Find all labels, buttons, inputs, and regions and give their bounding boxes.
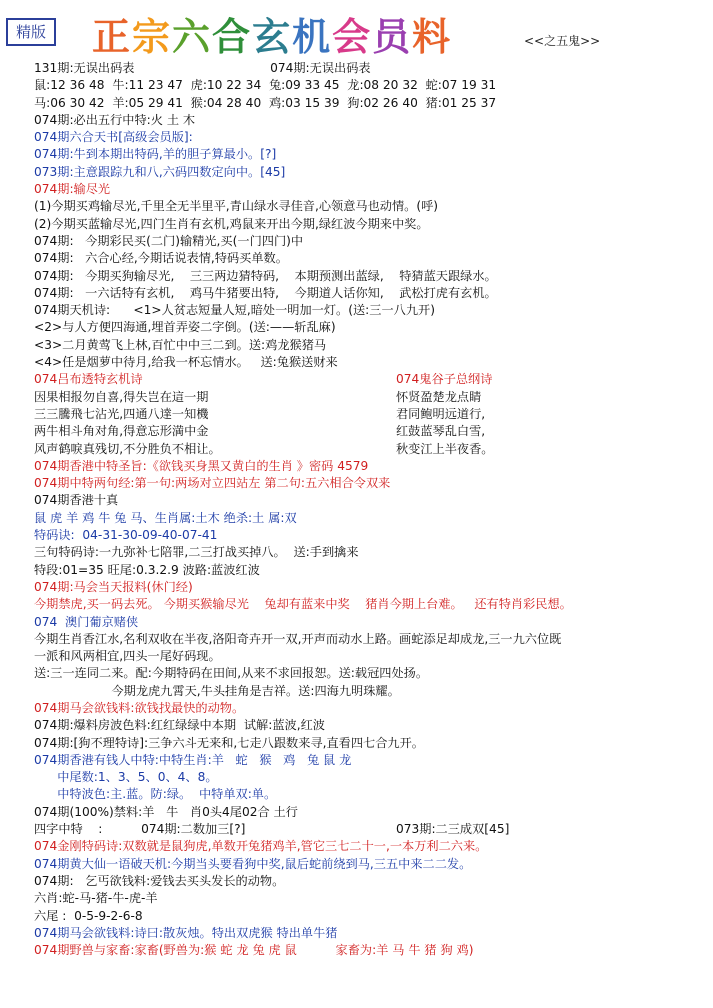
- text-line: 074期: 六合心经,今期话说表情,特码买单数。: [34, 251, 288, 266]
- text-line: 131期:无误出码表 074期:无误出码表: [34, 61, 371, 75]
- text-line: 074期马会欲钱料:诗曰:散灰烛。特出双虎猴 特出单牛猪: [34, 925, 338, 940]
- text-line: 074金刚特码诗:双数就是鼠狗虎,单数开兔猪鸡羊,管它三七二十一,一本万利二六来。: [34, 839, 488, 854]
- text-line: 特段:01=35 旺尾:0.3.2.9 波路:蓝波红波: [34, 562, 260, 577]
- text-line: 074期: 一六话特有玄机, 鸡马牛猪要出特, 今期道人话你知, 武松打虎有玄机。: [34, 285, 497, 300]
- poem-left-line: 风声鹤唳真残切,不分胜负不相让。: [34, 441, 221, 456]
- title-char: 玄: [252, 14, 293, 59]
- poem-left-line: 三三騰飛七沾光,四通八達一知機: [34, 406, 209, 421]
- title-char: 会: [332, 14, 373, 59]
- text-line: 送:三一连同二来。配:今期特码在田间,从来不求回报恕。送:载冠四处扬。: [34, 666, 429, 681]
- text-line: 今期禁虎,买一码去死。 今期买猴输尽光 兔却有蓝来中奖 猪肖今期上台难。 还有特肖彩民想。: [34, 597, 572, 612]
- split-right: 073期:二三成双[45]: [396, 822, 510, 837]
- text-line: 074期中特两句经:第一句:两场对立四站左 第二句:五六相合令双来: [34, 476, 391, 491]
- text-line: 074期香港中特圣旨:《欲钱买身黑又黄白的生肖 》密码 4579: [34, 458, 369, 473]
- text-line: 074 澳门葡京赌侠: [34, 614, 139, 629]
- text-line: 074期:马会当天报料(休门经): [34, 579, 193, 594]
- text-line: 074期马会欲钱料:欲钱找最快的动物。: [34, 700, 245, 715]
- text-line: 马:06 30 42 羊:05 29 41 猴:04 28 40 鸡:03 15 39 狗:02 26 40 猪:01 25 37: [34, 95, 497, 110]
- text-line: 今期生肖香江水,名利双收在半夜,洛阳奇卉开一双,开声而动水上路。画蛇添足却成龙,三一九六位既: [34, 631, 562, 646]
- text-line: 今期龙虎九霄天,牛头挂角是吉祥。送:四海九明珠耀。: [34, 683, 400, 698]
- poem-right-line: 红鼓蓝琴乱白雪,: [396, 424, 486, 439]
- text-line: 鼠:12 36 48 牛:11 23 47 虎:10 22 34 兔:09 33 45 龙:08 20 32 蛇:07 19 31: [34, 78, 497, 93]
- text-line: (1)今期买鸡输尽光,千里全无半里平,青山绿水寻佳音,心领意马也动情。(呼): [34, 199, 439, 214]
- text-line: 074期: 今期彩民买(二门)输精光,买(一门四门)中: [34, 233, 304, 248]
- text-line: 六肖:蛇-马-猪-牛-虎-羊: [34, 891, 158, 906]
- text-line: <2>与人方便四海通,埋首弄姿二字倒。(送:——斩乱麻): [34, 320, 336, 335]
- text-line: 074期黄大仙一语破天机:今期当头要看狗中奖,鼠后蛇前绕到马,三五中来二二发。: [34, 856, 472, 871]
- text-line: 三句特码诗:一九弥补七陪罪,二三打战买掉八。 送:手到擒来: [34, 545, 359, 560]
- text-line: 鼠 虎 羊 鸡 牛 兔 马、生肖属:土木 绝杀:土 属:双: [34, 510, 297, 525]
- text-line: 中特波色:主.蓝。防:绿。 中特单双:单。: [34, 787, 277, 802]
- text-line: 074期:输尽光: [34, 182, 111, 197]
- split-row: [34, 821, 704, 838]
- poem-row: [34, 441, 704, 458]
- text-line: <4>任是烟萝中待月,给我一杯忘情水。 送:兔猴送财来: [34, 355, 338, 370]
- badge: 精版: [6, 18, 56, 46]
- text-line: 六尾 : 0-5-9-2-6-8: [34, 908, 143, 923]
- title-char: 机: [292, 14, 333, 59]
- text-line: 074期:牛到本期出特码,羊的胆子算最小。[?]: [34, 147, 277, 162]
- poem-right-line: 秋变江上半夜香。: [396, 441, 494, 456]
- text-line: 074期: 今期买狗输尽光, 三三两边猜特码, 本期预测出蓝绿, 特猜蓝天跟绿水。: [34, 268, 497, 283]
- text-line: 特码诀: 04-31-30-09-40-07-41: [34, 528, 218, 543]
- poem-row: [34, 389, 704, 406]
- text-line: 073期:主意跟踪九和八,六码四数定向中。[45]: [34, 164, 286, 179]
- article-body: [34, 60, 704, 959]
- poem-row: [34, 423, 704, 440]
- text-line: 074期(100%)禁料:羊 牛 肖0头4尾02合 土行: [34, 804, 298, 819]
- text-line: 中尾数:1、3、5、0、4、8。: [34, 770, 218, 785]
- title-char: 六: [172, 14, 213, 59]
- text-line: <3>二月黄莺飞上林,百忙中中三二到。送:鸡龙猴猪马: [34, 337, 327, 352]
- text-line: 一派和风两相宜,四头一尾好码现。: [34, 649, 221, 664]
- title-char: 料: [412, 14, 453, 59]
- title-char: 正: [92, 14, 133, 59]
- poem-right-title: 074鬼谷子总纲诗: [396, 372, 493, 387]
- text-line: 074期:[狗不理特诗]:三争六斗无来和,七走八跟数来寻,直看四七合九开。: [34, 735, 424, 750]
- poem-right-line: 君同鲍明远道行,: [396, 406, 486, 421]
- title-char: 宗: [132, 14, 173, 59]
- poem-left-title: 074吕布透特玄机诗: [34, 372, 143, 387]
- text-line: 074期香港十真: [34, 493, 119, 508]
- poem-left-line: 因果相报勿自喜,得失岂在這一期: [34, 389, 209, 404]
- text-line: (2)今期买蓝输尽光,四门生肖有玄机,鸡鼠来开出今期,绿红波今期来中奖。: [34, 216, 429, 231]
- poem-right-line: 怀贤盈楚龙点睛: [396, 389, 482, 404]
- text-line: 074期天机诗: <1>人贫志短量人短,暗处一明加一灯。(送:三一八九开): [34, 303, 435, 318]
- text-line: 074期:爆料房波色料:红红绿绿中本期 试解:蓝波,红波: [34, 718, 325, 733]
- subtitle: <<之五鬼>>: [524, 34, 601, 48]
- page-title: [92, 6, 452, 61]
- text-line: 074期:必出五行中特:火 土 木: [34, 112, 196, 127]
- poem-titles: [34, 371, 704, 388]
- poem-left-line: 两牛相斗角对角,得意忘形満中金: [34, 424, 209, 439]
- title-char: 员: [372, 14, 413, 59]
- text-line: 074期: 乞丐欲钱料:爱钱去买头发长的动物。: [34, 873, 285, 888]
- text-line: 074期香港有钱人中特:中特生肖:羊 蛇 猴 鸡 兔 鼠 龙: [34, 752, 352, 767]
- split-left: 四字中特 : 074期:二数加三[?]: [34, 822, 246, 837]
- text-line: 074期六合天书[高级会员版]:: [34, 130, 193, 145]
- title-char: 合: [212, 14, 253, 59]
- header: [0, 0, 713, 58]
- poem-row: [34, 406, 704, 423]
- text-line: 074期野兽与家畜:家畜(野兽为:猴 蛇 龙 兔 虎 鼠 家畜为:羊 马 牛 猪 狗 鸡): [34, 943, 474, 958]
